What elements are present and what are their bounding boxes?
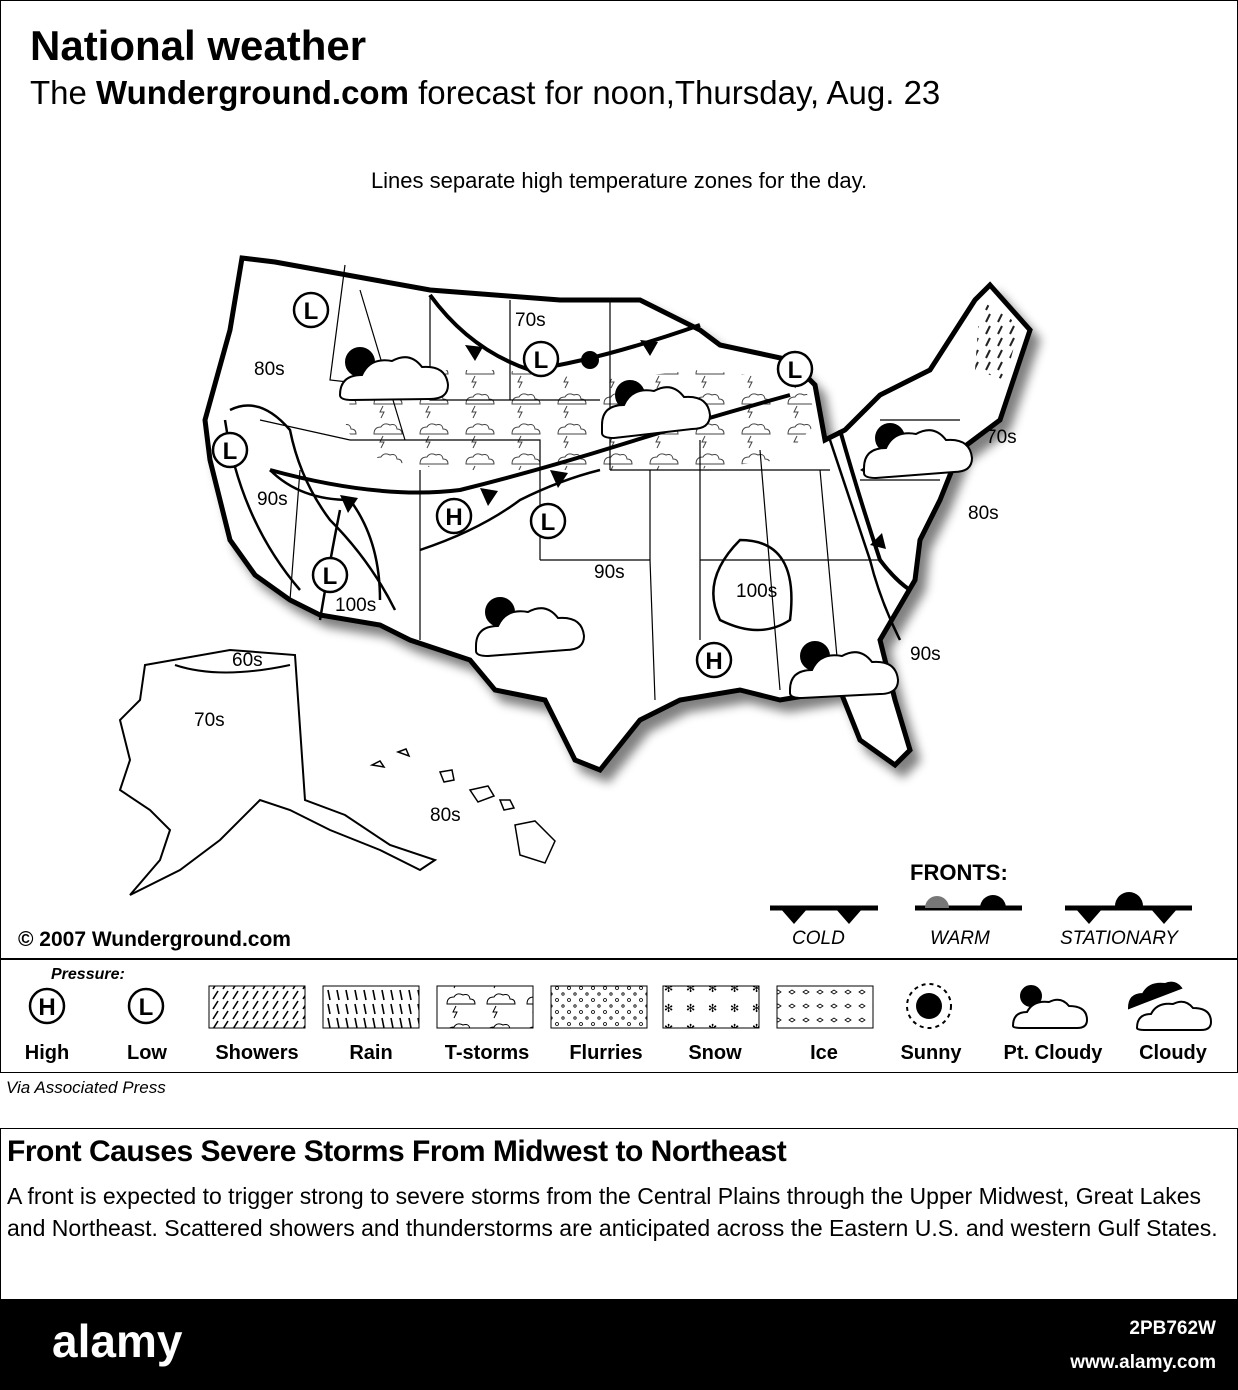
rain-legend-label: Rain (349, 1042, 393, 1064)
ice-legend-label: Ice (810, 1042, 838, 1064)
sunny-icon (907, 984, 951, 1028)
temp-zone-label: 70s (515, 310, 546, 331)
pressure-center-low-4-label: L (222, 438, 238, 465)
low-legend-label: Low (127, 1042, 167, 1064)
tstorms-swatch (437, 986, 533, 1028)
pressure-center-low-5-label: L (540, 509, 556, 536)
watermark-url: www.alamy.com (1070, 1352, 1216, 1373)
alaska-outline (120, 650, 435, 895)
pressure-center-low-label: L (303, 298, 319, 325)
pressure-center-high-label: H (445, 504, 463, 531)
temp-zone-label: 90s (594, 562, 625, 583)
cloudy-legend-icon (1129, 983, 1211, 1030)
pt-cloudy-legend-icon (1013, 986, 1087, 1028)
pressure-center-high (437, 499, 471, 533)
story-headline: Front Causes Severe Storms From Midwest to Northeast (7, 1135, 787, 1168)
hawaii-islands (372, 749, 555, 863)
story-box (0, 1128, 1238, 1300)
rain-swatch (323, 986, 419, 1028)
temp-zone-label: 90s (910, 644, 941, 665)
showers-swatch (209, 986, 305, 1028)
pt-cloudy-legend-label: Pt. Cloudy (1003, 1042, 1103, 1064)
pressure-center-low-3-label: L (787, 357, 803, 384)
us-outline (205, 258, 1030, 770)
subtitle-brand: Wunderground.com (96, 74, 409, 111)
snow-swatch (663, 986, 759, 1028)
credit-line: Via Associated Press (6, 1078, 166, 1097)
subtitle-prefix: The (30, 74, 97, 111)
warm-front-symbol (915, 895, 1022, 908)
flurries-legend-label: Flurries (569, 1042, 643, 1064)
weather-legend (0, 958, 1238, 1073)
temp-zone-label: 100s (335, 595, 377, 616)
pressure-center-low-5 (531, 504, 565, 538)
flurries-swatch (551, 986, 647, 1028)
pressure-center-low-6-label: L (322, 563, 338, 590)
high-legend-label: High (24, 1042, 70, 1064)
pressure-center-low (294, 293, 328, 327)
pressure-center-low-3 (778, 352, 812, 386)
tstorms-legend-label: T-storms (444, 1042, 530, 1064)
high-pressure-icon (30, 989, 64, 1023)
watermark-code: 2PB762W (1129, 1318, 1216, 1339)
legend-symbols (1, 960, 1237, 1040)
pressure-center-low-2-label: L (533, 347, 549, 374)
temp-zone-label: 70s (986, 427, 1017, 448)
temp-zone-label: 80s (430, 805, 461, 826)
snow-legend-label: Snow (688, 1042, 742, 1064)
stationary-front-label: STATIONARY (1060, 928, 1178, 949)
story-body: A front is expected to trigger strong to severe storms from the Central Plains through the Upper Midwest, Great Lakes and Northeast. Scattered showers and thunderstorms are anticipated across the Eastern U.S. and western Gulf States. (7, 1183, 1218, 1241)
temp-zone-label: 80s (254, 359, 285, 380)
temp-zone-label: 100s (736, 581, 778, 602)
cold-front-symbol (770, 908, 878, 924)
temp-zone-label: 90s (257, 489, 288, 510)
ice-swatch (777, 986, 873, 1028)
pressure-center-low-4 (213, 433, 247, 467)
pressure-center-low-6 (313, 558, 347, 592)
pressure-center-high-2-label: H (705, 648, 723, 675)
warm-front-label: WARM (930, 928, 990, 949)
low-pressure-icon-label: L (138, 994, 154, 1021)
watermark-logo: alamy (52, 1315, 183, 1367)
pressure-center-low-2 (524, 342, 558, 376)
copyright: © 2007 Wunderground.com (18, 928, 291, 951)
map-title: National weather (30, 22, 367, 69)
watermark-bar (0, 1300, 1238, 1390)
subtitle-suffix: forecast for noon,Thursday, Aug. 23 (408, 74, 941, 111)
stationary-front-symbol (1065, 892, 1192, 924)
cold-front-label: COLD (792, 928, 845, 949)
temp-zone-label: 70s (194, 710, 225, 731)
pressure-legend-label: Pressure: (51, 966, 125, 983)
low-pressure-icon (129, 989, 163, 1023)
cloudy-legend-label: Cloudy (1139, 1042, 1207, 1064)
sunny-legend-label: Sunny (900, 1042, 962, 1064)
pressure-center-high-2 (697, 643, 731, 677)
high-pressure-icon-label: H (38, 994, 56, 1021)
temp-zone-label: 60s (232, 650, 263, 671)
fronts-legend-title: FRONTS: (910, 860, 1008, 885)
map-note: Lines separate high temperature zones for the day. (370, 168, 868, 193)
temp-zone-label: 80s (968, 503, 999, 524)
showers-legend-label: Showers (215, 1042, 299, 1064)
